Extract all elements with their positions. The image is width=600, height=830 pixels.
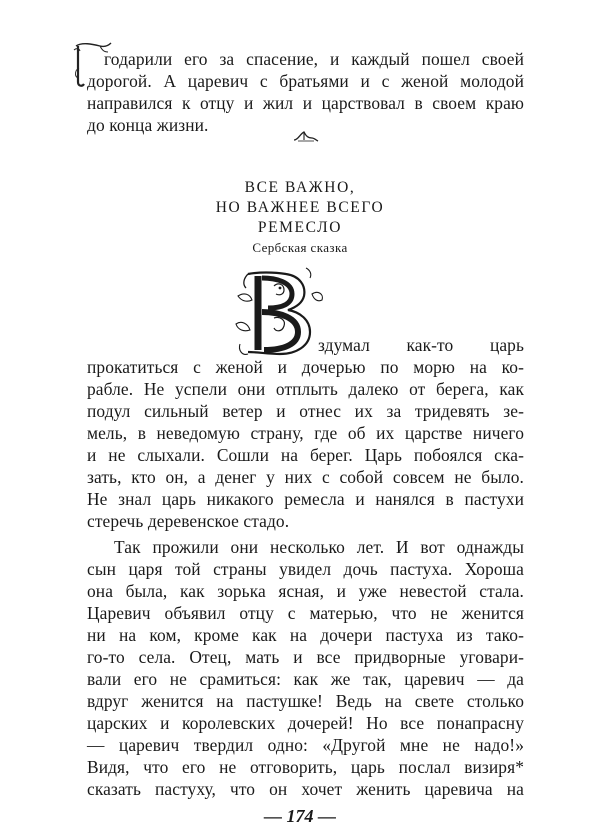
text-line: Так прожили они несколько лет. И вот однажды <box>114 537 524 557</box>
story-title-line: РЕМЕСЛО <box>257 219 343 236</box>
text-line: рабле. Не успели они отплыть далеко от берега, как <box>87 379 524 399</box>
text-line: подул сильный ветер и отнес их за тридевять зе- <box>87 401 524 421</box>
text-line: она была, как зорька ясная, и уже невестой стала. <box>87 581 524 601</box>
text-line: стеречь деревенское стадо. <box>87 511 290 531</box>
story-title-line: НО ВАЖНЕЕ ВСЕГО <box>215 199 385 216</box>
text-line: до конца жизни. <box>87 115 209 135</box>
text-line: и не слыхали. Сошли на берег. Царь побоялся ска- <box>87 445 524 465</box>
story-subtitle: Сербская сказка <box>252 240 348 255</box>
text-line: Не знал царь никакого ремесла и нанялся в пастухи <box>87 489 524 509</box>
text-line: мель, в неведомую страну, где об их царстве ничего <box>87 423 524 443</box>
text-line: го-то села. Отец, мать и все придворные уговари- <box>87 647 524 667</box>
text-line: Царевич объявил отцу с матерью, что не женится <box>87 603 524 623</box>
text-line: зать, кто он, а денег у них с собой совсем не было. <box>87 467 524 487</box>
section-end-ornament <box>292 128 320 144</box>
text-line: ни на ком, кроме как на дочери пастуха из тако- <box>87 625 524 645</box>
text-line: направился к отцу и жил и царствовал в своем краю <box>87 93 524 113</box>
story-title-line: ВСЕ ВАЖНО, <box>244 179 356 196</box>
text-line: здумал как-то царь <box>318 335 524 355</box>
text-line: годарили его за спасение, и каждый пошел своей <box>104 49 524 69</box>
text-line: дорогой. А царевич с братьями и с женой молодой <box>87 71 524 91</box>
text-line: вали его не срамиться: как же так, царевич — да <box>87 669 524 689</box>
page-number: — 174 — <box>264 806 336 826</box>
text-line: сын царя той страны увидел дочь пастуха. Хороша <box>87 559 524 579</box>
text-line: прокатиться с женой и дочерью по морю на ко- <box>87 357 524 377</box>
text-line: царских и королевских дочерей! Но все понапрасну <box>87 713 524 733</box>
text-line: сказать пастуху, что он хочет женить царевича на <box>87 779 524 799</box>
text-line: вдруг женится на пастушке! Ведь на свете столько <box>87 691 524 711</box>
text-line: — царевич твердил одно: «Другой мне не надо!» <box>87 735 524 755</box>
text-line: Видя, что его не отговорить, царь послал визиря* <box>87 757 524 777</box>
drop-cap-v-ornament <box>234 266 328 358</box>
